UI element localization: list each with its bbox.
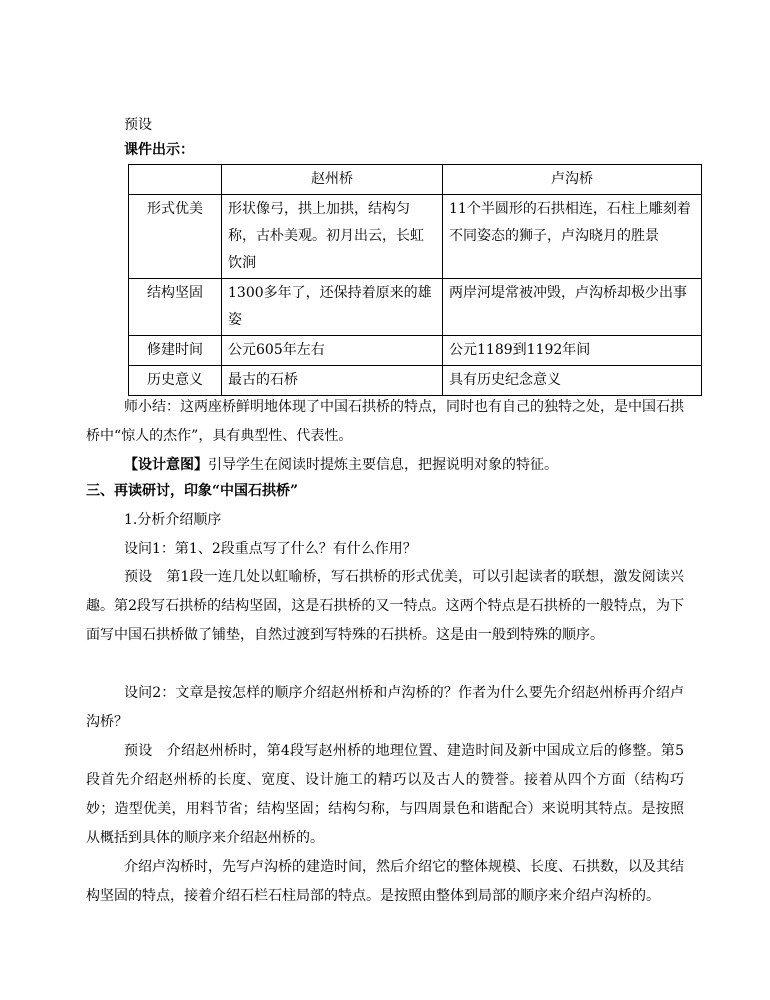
table-row bbox=[129, 195, 702, 279]
table-cell: 公元1189到1192年间 bbox=[443, 336, 702, 366]
preset-label: 预设 bbox=[124, 117, 152, 133]
answer-3: 介绍卢沟桥时，先写卢沟桥的建造时间，然后介绍它的整体规模、长度、石拱数，以及其结构坚固的特点，接着介绍石栏石柱局部的特点。是按照由整体到局部的顺序来介绍卢沟桥的。 bbox=[86, 859, 684, 904]
table-cell: 11个半圆形的石拱相连，石柱上雕刻着不同姿态的狮子，卢沟晓月的胜景 bbox=[443, 195, 702, 279]
table-cell: 两岸河堤常被冲毁，卢沟桥却极少出事 bbox=[443, 279, 702, 336]
question-2: 设问2：文章是按怎样的顺序介绍赵州桥和卢沟桥的？作者为什么要先介绍赵州桥再介绍卢沟桥？ bbox=[86, 685, 684, 730]
comparison-table bbox=[128, 164, 702, 396]
table-cell: 形状像弓，拱上加拱，结构匀称，古朴美观。初月出云，长虹饮涧 bbox=[222, 195, 443, 279]
row-label: 结构坚固 bbox=[129, 279, 222, 336]
table-header-cell: 赵州桥 bbox=[222, 165, 443, 195]
teacher-summary: 师小结：这两座桥鲜明地体现了中国石拱桥的特点，同时也有自己的独特之处，是中国石拱桥中“惊人的杰作”，具有典型性、代表性。 bbox=[86, 399, 684, 444]
question-1: 设问1：第1、2段重点写了什么？有什么作用？ bbox=[124, 541, 417, 557]
table-row bbox=[129, 336, 702, 366]
answer-2: 预设 介绍赵州桥时，第4段写赵州桥的地理位置、建造时间及新中国成立后的修整。第5段首先介绍赵州桥的长度、宽度、设计施工的精巧以及古人的赞誉。接着从四个方面（结构巧妙；造型优美，用料节省；结构坚固；结构匀称，与四周景色和谐配合）来说明其特点。是按照从概括到具体的顺序来介绍赵州桥的。 bbox=[86, 743, 684, 846]
table-row bbox=[129, 366, 702, 396]
row-label: 历史意义 bbox=[129, 366, 222, 396]
section-heading: 三、再读研讨，印象“中国石拱桥” bbox=[86, 483, 299, 499]
table-header-cell bbox=[129, 165, 222, 195]
table-cell: 公元605年左右 bbox=[222, 336, 443, 366]
table-header-row bbox=[129, 165, 702, 195]
design-intent bbox=[86, 451, 684, 480]
table-cell: 最古的石桥 bbox=[222, 366, 443, 396]
table-header-cell: 卢沟桥 bbox=[443, 165, 702, 195]
row-label: 修建时间 bbox=[129, 336, 222, 366]
design-intent-tag: 【设计意图】 bbox=[124, 457, 208, 473]
answer-1: 预设 第1段一连几处以虹喻桥，写石拱桥的形式优美，可以引起读者的联想，激发阅读兴趣。第2段写石拱桥的结构坚固，这是石拱桥的又一特点。这两个特点是石拱桥的一般特点，为下面写中国石拱桥做了铺垫，自然过渡到写特殊的石拱桥。这是由一般到特殊的顺序。 bbox=[86, 569, 684, 643]
row-label: 形式优美 bbox=[129, 195, 222, 279]
table-cell: 1300多年了，还保持着原来的雄姿 bbox=[222, 279, 443, 336]
courseware-label: 课件出示： bbox=[124, 142, 194, 158]
design-intent-text: 引导学生在阅读时提炼主要信息，把握说明对象的特征。 bbox=[208, 457, 558, 473]
table-row bbox=[129, 279, 702, 336]
table-cell: 具有历史纪念意义 bbox=[443, 366, 702, 396]
subsection-heading: 1.分析介绍顺序 bbox=[124, 512, 222, 528]
